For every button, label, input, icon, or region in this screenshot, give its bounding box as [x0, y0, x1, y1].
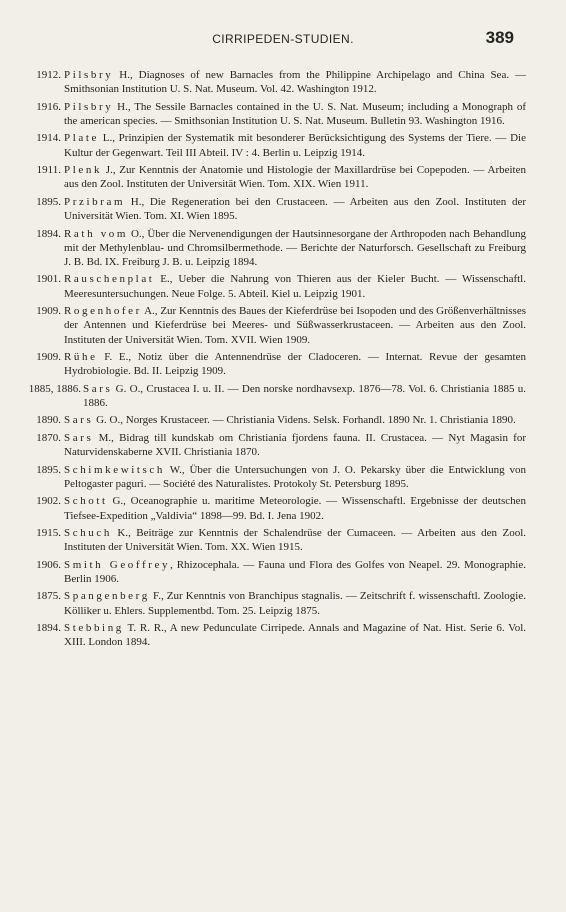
page-header	[0, 28, 566, 52]
bibliography-entry	[38, 68, 526, 96]
entry-author: Plate	[64, 132, 99, 145]
entry-author: Przibram	[64, 195, 126, 208]
entry-text: F. E., Notiz über die Antennendrüse der Cladoceren. — Internat. Revue der gesamten Hydrobiologie. Bd. II. Leipzig 1909.	[64, 351, 526, 378]
entry-author: Pilsbry	[64, 69, 114, 81]
entry-year: 1895.	[36, 195, 61, 208]
entry-year: 1912.	[36, 69, 61, 81]
entry-author: Schimkewitsch	[64, 463, 166, 476]
bibliography-entry	[38, 494, 526, 522]
page-number: 389	[485, 28, 514, 47]
entry-author: Plenk	[64, 164, 103, 177]
bibliography-entry	[38, 100, 526, 128]
entry-text: M., Bidrag till kundskab om Christiania fjordens fauna. II. Crustacea. — Nyt Magasin for Naturvidenskaberne XVII. Christiania 1870.	[64, 431, 526, 459]
entry-text: W., Über die Untersuchungen von J. O. Pekarsky über die Entwicklung von Peltogaster paguri. — Société des Naturalistes. Protokoly St. Petersburg 1895.	[64, 463, 526, 490]
entry-author: Sars	[64, 414, 94, 427]
entry-author: Rath vom	[64, 227, 129, 240]
entry-author: Sars	[83, 382, 113, 395]
bibliography-entry	[38, 463, 526, 491]
entry-text: J., Zur Kenntnis der Anatomie und Histologie der Maxillardrüse bei Copepoden. — Arbeiten aus den Zool. Instituten der Universität Wien. Tom. XIX. Wien 1911.	[64, 164, 526, 191]
bibliography-entry	[38, 621, 526, 649]
entry-year: 1894.	[36, 622, 61, 635]
entry-text: T. R. R., A new Pedunculate Cirripede. Annals and Magazine of Nat. Hist. Serie 6. Vol. XIII. London 1894.	[64, 622, 526, 649]
entry-year: 1894.	[36, 227, 61, 240]
entry-author: Stebbing	[64, 622, 124, 635]
entry-year: 1875.	[36, 590, 61, 603]
entry-year: 1914.	[36, 132, 61, 145]
entry-author: Spangenberg	[64, 590, 150, 603]
entry-author: Rauschenplat	[64, 273, 155, 286]
entry-year: 1909.	[36, 351, 61, 364]
entry-year: 1906.	[36, 558, 61, 571]
entry-year: 1902.	[36, 495, 61, 508]
entry-year: 1915.	[36, 527, 61, 540]
entry-author: Rühe	[64, 351, 98, 364]
entry-author: Smith Geoffrey	[64, 558, 171, 571]
running-head: CIRRIPEDEN-STUDIEN.	[212, 32, 354, 46]
entry-author: Schuch	[64, 527, 112, 540]
bibliography-entry	[38, 131, 526, 159]
entry-text: G. O., Crustacea I. u. II. — Den norske nordhavsexp. 1876—78. Vol. 6. Christiania 1885 u. 1886.	[83, 382, 526, 409]
bibliography-entry	[38, 195, 526, 223]
bibliography-list	[28, 68, 526, 653]
bibliography-entry	[38, 163, 526, 191]
entry-year: 1870.	[36, 431, 61, 444]
entry-text: L., Prinzipien der Systematik mit besonderer Berücksichtigung des Systems der Tiere. — Die Kultur der Gegenwart. Teil III Abteil. IV : 4. Berlin u. Leipzig 1914.	[64, 132, 526, 159]
entry-year: 1911.	[36, 164, 61, 177]
bibliography-entry	[38, 526, 526, 554]
entry-author: Pilsbry	[64, 100, 114, 113]
entry-text: O., Über die Nervenendigungen der Hautsinnesorgane der Arthropoden nach Behandlung mit der Methylenblau- und Chromsilbermethode. — Berichte der Naturforsch. Gesellschaft zu Freiburg J. B. Bd. IX. Freiburg J. B. u. Leipzig 1894.	[64, 227, 526, 268]
entry-text: H., Die Regeneration bei den Crustaceen. — Arbeiten aus den Zool. Instituten der Universität Wien. Tom. XI. Wien 1895.	[64, 195, 526, 223]
bibliography-entry	[38, 558, 526, 586]
entry-text: E., Ueber die Nahrung von Thieren aus der Kieler Bucht. — Wissenschaftl. Meeresuntersuchungen. Neue Folge. 5. Abteil. Kiel u. Leipzig 1901.	[64, 273, 526, 300]
bibliography-entry	[28, 382, 526, 410]
bibliography-entry	[38, 431, 526, 459]
entry-year: 1901.	[36, 273, 61, 286]
entry-text: F., Zur Kenntnis von Branchipus stagnalis. — Zeitschrift f. wissenschaftl. Zoologie. Kölliker u. Ehlers. Supplementbd. Tom. 25. Leipzig 1875.	[64, 590, 526, 617]
bibliography-entry	[38, 413, 526, 427]
entry-text: , Rhizocephala. — Fauna und Flora des Golfes von Neapel. 29. Monographie. Berlin 1906.	[64, 558, 526, 585]
entry-author: Sars	[64, 431, 94, 444]
entry-text: G. O., Norges Krustaceer. — Christiania Videns. Selsk. Forhandl. 1890 Nr. 1. Christiania 1890.	[93, 414, 516, 427]
entry-author: Rogenhofer	[64, 305, 142, 318]
entry-year: 1890.	[36, 414, 61, 427]
entry-text: G., Oceanographie u. maritime Meteorologie. — Wissenschaftl. Ergebnisse der deutschen Tiefsee-Expedition „Valdivia“ 1898—99. Bd. I. Jena 1902.	[64, 495, 526, 522]
bibliography-entry	[38, 589, 526, 617]
entry-text: H., Diagnoses of new Barnacles from the Philippine Archipelago and China Sea. — Smithsonian Institution U. S. Nat. Museum. Vol. 42. Washington 1912.	[64, 69, 526, 96]
entry-text: A., Zur Kenntnis des Baues der Kieferdrüse bei Isopoden und des Größenverhältnisses der Antennen und Kieferdrüse bei Meeres- und Süßwasserkrustaceen. — Arbeiten aus den Zool. Instituten der Universität Wien. Tom. XVII. Wien 1909.	[64, 305, 526, 346]
entry-text: H., The Sessile Barnacles contained in the U. S. Nat. Museum; including a Monograph of the american species. — Smithsonian Institution U. S. Nat. Museum. Bulletin 93. Washington 1916.	[64, 100, 526, 127]
entry-text: K., Beiträge zur Kenntnis der Schalendrüse der Cumaceen. — Arbeiten aus den Zool. Instituten der Universität Wien. Tom. XX. Wien 1915.	[64, 527, 526, 554]
entry-year: 1895.	[36, 463, 61, 476]
bibliography-entry	[38, 304, 526, 347]
entry-author: Schott	[64, 495, 108, 508]
entry-year: 1885, 1886.	[28, 382, 81, 395]
bibliography-entry	[38, 227, 526, 270]
entry-year: 1909.	[36, 305, 61, 318]
bibliography-entry	[38, 272, 526, 300]
bibliography-entry	[38, 350, 526, 378]
entry-year: 1916.	[36, 100, 61, 113]
